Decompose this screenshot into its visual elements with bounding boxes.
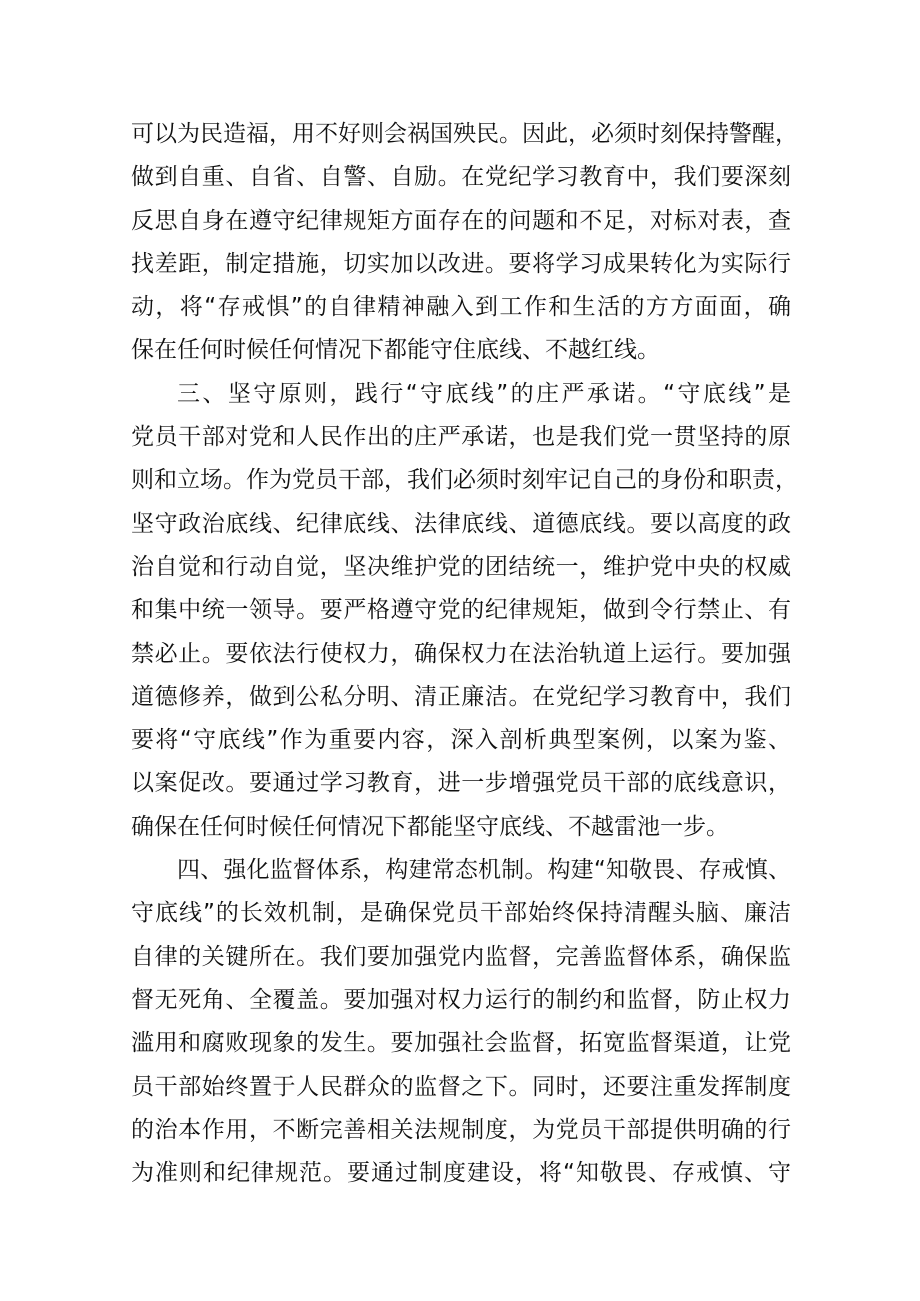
text-line: 可以为民造福，用不好则会祸国殃民。因此，必须时刻保持警醒， bbox=[131, 121, 798, 147]
text-line: 保在任何时候任何情况下都能守住底线、不越红线。 bbox=[131, 337, 660, 364]
text-line: 动，将“存戒惧”的自律精神融入到工作和生活的方方面面，确 bbox=[131, 294, 791, 321]
paragraph-heading-four: 四、强化监督体系，构建常态机制。构建“知敬畏、存戒慎、 bbox=[177, 857, 791, 884]
text-line: 则和立场。作为党员干部，我们必须时刻牢记自己的身份和职责， bbox=[131, 467, 798, 494]
text-line: 督无死角、全覆盖。要加强对权力运行的制约和监督，防止权力 bbox=[131, 986, 791, 1013]
text-line: 滥用和腐败现象的发生。要加强社会监督，拓宽监督渠道，让党 bbox=[131, 1030, 791, 1057]
text-line: 的治本作用，不断完善相关法规制度，为党员干部提供明确的行 bbox=[131, 1116, 791, 1143]
text-line: 以案促改。要通过学习教育，进一步增强党员干部的底线意识， bbox=[131, 770, 791, 797]
text-line: 反思自身在遵守纪律规矩方面存在的问题和不足，对标对表，查 bbox=[131, 207, 791, 234]
text-line: 和集中统一领导。要严格遵守党的纪律规矩，做到令行禁止、有 bbox=[131, 597, 791, 624]
text-line: 道德修养，做到公私分明、清正廉洁。在党纪学习教育中，我们 bbox=[131, 683, 791, 710]
body-text bbox=[131, 113, 798, 1195]
text-line: 党员干部对党和人民作出的庄严承诺，也是我们党一贯坚持的原 bbox=[131, 424, 791, 451]
text-line: 要将“守底线”作为重要内容，深入剖析典型案例，以案为鉴、 bbox=[131, 727, 791, 754]
text-line: 为准则和纪律规范。要通过制度建设，将“知敬畏、存戒慎、守 bbox=[131, 1160, 791, 1187]
paragraph-heading-three: 三、坚守原则，践行“守底线”的庄严承诺。“守底线”是 bbox=[177, 380, 791, 407]
text-line: 自律的关键所在。我们要加强党内监督，完善监督体系，确保监 bbox=[131, 943, 791, 970]
text-line: 守底线”的长效机制，是确保党员干部始终保持清醒头脑、廉洁 bbox=[131, 900, 791, 927]
text-line: 治自觉和行动自觉，坚决维护党的团结统一，维护党中央的权威 bbox=[131, 553, 791, 580]
text-line: 找差距，制定措施，切实加以改进。要将学习成果转化为实际行 bbox=[131, 250, 791, 277]
text-line: 禁必止。要依法行使权力，确保权力在法治轨道上运行。要加强 bbox=[131, 640, 791, 667]
text-line: 确保在任何时候任何情况下都能坚守底线、不越雷池一步。 bbox=[131, 813, 729, 840]
text-line: 做到自重、自省、自警、自励。在党纪学习教育中，我们要深刻 bbox=[131, 164, 791, 191]
text-line: 坚守政治底线、纪律底线、法律底线、道德底线。要以高度的政 bbox=[131, 510, 791, 537]
text-line: 员干部始终置于人民群众的监督之下。同时，还要注重发挥制度 bbox=[131, 1073, 791, 1100]
